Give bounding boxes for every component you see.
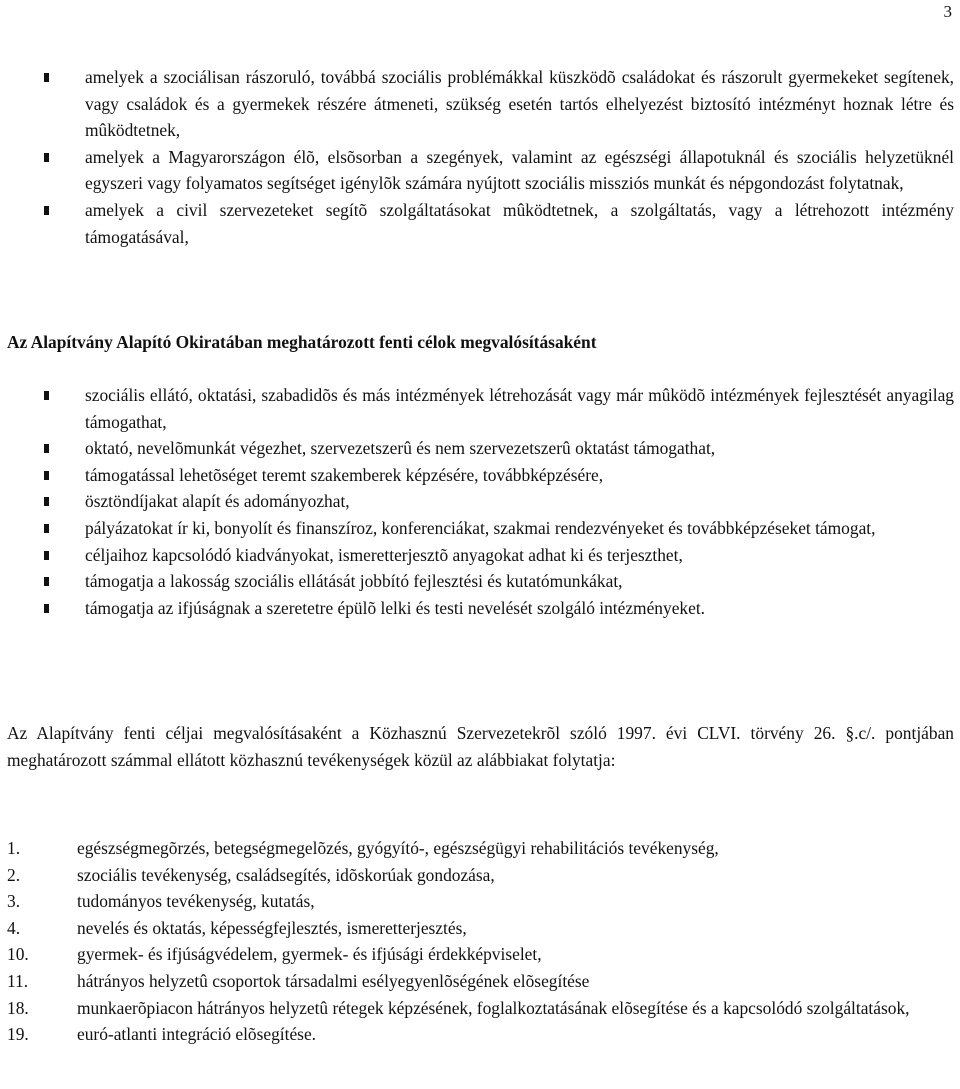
bullet-icon: [44, 524, 49, 533]
item-number: 19.: [7, 1024, 29, 1045]
numbered-item: [7, 941, 954, 968]
item-text: tudományos tevékenység, kutatás,: [77, 891, 315, 912]
item-text: szociális tevékenység, családsegítés, idõskorúak gondozása,: [77, 864, 495, 885]
item-text: hátrányos helyzetû csoportok társadalmi esélyegyenlõségének elõsegítése: [77, 970, 590, 991]
list-item-text: támogatással lehetõséget teremt szakemberek képzésére, továbbképzésére,: [85, 464, 604, 485]
list-item: [7, 542, 954, 569]
top-bullet-section: [7, 64, 954, 250]
numbered-item: [7, 862, 954, 889]
item-text: gyermek- és ifjúságvédelem, gyermek- és ifjúsági érdekképviselet,: [77, 944, 542, 965]
numbered-list: [7, 835, 954, 1048]
item-number: 11.: [7, 970, 29, 991]
section-heading: Az Alapítvány Alapító Okiratában meghatározott fenti célok megvalósításaként: [7, 332, 597, 352]
item-text: munkaerõpiacon hátrányos helyzetû rétegek képzésének, foglalkoztatásának elõsegítése és a kapcsolódó szolgáltatások,: [77, 997, 910, 1018]
bullet-icon: [44, 577, 49, 586]
bullet-icon: [44, 471, 49, 480]
bullet-icon: [44, 444, 49, 453]
item-number: 10.: [7, 944, 29, 965]
item-number: 18.: [7, 997, 29, 1018]
bullet-icon: [44, 497, 49, 506]
item-text: nevelés és oktatás, képességfejlesztés, ismeretterjesztés,: [77, 917, 467, 938]
list-item: [7, 595, 954, 622]
list-item-text: támogatja az ifjúságnak a szeretetre épülõ lelki és testi nevelését szolgáló intézményeket.: [85, 597, 706, 618]
bullet-icon: [44, 206, 49, 215]
bullet-icon: [44, 153, 49, 162]
list-item-text: szociális ellátó, oktatási, szabadidõs és más intézmények létrehozását vagy már mûködõ intézmények fejlesztését anyagilag támogathat,: [85, 385, 954, 432]
numbered-item: [7, 995, 954, 1022]
bullet-icon: [44, 604, 49, 613]
list-item-text: amelyek a szociálisan rászoruló, továbbá szociális problémákkal küszködõ családokat és rászorult gyermekeket segítenek, vagy családok és a gyermekek részére átmeneti, szükség esetén tartós elhelyezést biztosító intézményt hoznak létre és mûködtetnek,: [85, 67, 954, 141]
list-item-text: amelyek a Magyarországon élõ, elsõsorban a szegények, valamint az egészségi állapotuknál és szociális helyzetüknél egyszeri vagy folyamatos segítséget igénylõk számára nyújtott szociális missziós munkát és népgondozást folytatnak,: [85, 146, 954, 194]
numbered-item: [7, 915, 954, 942]
list-item-text: amelyek a civil szervezeteket segítõ szolgáltatásokat mûködtetnek, a szolgáltatás, vagy a létrehozott intézmény támogatásával,: [85, 199, 954, 247]
list-item: [7, 515, 954, 542]
list-item: [7, 435, 954, 462]
list-item: [7, 568, 954, 595]
list-item: [7, 488, 954, 515]
list-item: [7, 382, 954, 435]
numbered-item: [7, 968, 954, 995]
bullet-icon: [44, 73, 49, 82]
item-text: egészségmegõrzés, betegségmegelõzés, gyógyító-, egészségügyi rehabilitációs tevékenység,: [77, 838, 719, 858]
item-number: 4.: [7, 917, 21, 938]
top-bullet-list: [7, 64, 954, 250]
list-item: [7, 462, 954, 489]
item-number: 1.: [7, 838, 21, 858]
mid-bullet-section: [7, 382, 954, 621]
list-item-text: támogatja a lakosság szociális ellátását jobbító fejlesztési és kutatómunkákat,: [85, 571, 623, 592]
numbered-item: [7, 835, 954, 862]
item-number: 3.: [7, 891, 21, 912]
list-item-text: ösztöndíjakat alapít és adományozhat,: [85, 491, 350, 512]
numbered-item: [7, 888, 954, 915]
mid-bullet-list: [7, 382, 954, 621]
numbered-section: [7, 835, 954, 1048]
list-item-text: céljaihoz kapcsolódó kiadványokat, ismeretterjesztõ anyagokat adhat ki és terjeszthet,: [85, 544, 683, 565]
numbered-item: [7, 1021, 954, 1048]
item-text: euró-atlanti integráció elõsegítése.: [77, 1024, 317, 1045]
bullet-icon: [44, 551, 49, 560]
page-number: 3: [943, 2, 952, 21]
bullet-icon: [44, 391, 49, 400]
body-paragraph: Az Alapítvány fenti céljai megvalósításaként a Közhasznú Szervezetekrõl szóló 1997. évi CLVI. törvény 26. §.c/. pontjában meghatározott számmal ellátott közhasznú tevékenységek közül az alábbiakat folytatja:: [7, 723, 954, 770]
list-item-text: pályázatokat ír ki, bonyolít és finanszíroz, konferenciákat, szakmai rendezvényeket és továbbképzéseket támogat,: [85, 517, 876, 538]
item-number: 2.: [7, 864, 21, 885]
list-item: [7, 197, 954, 250]
list-item-text: oktató, nevelõmunkát végezhet, szervezetszerû és nem szervezetszerû oktatást támogathat,: [85, 438, 716, 459]
list-item: [7, 144, 954, 197]
list-item: [7, 64, 954, 144]
